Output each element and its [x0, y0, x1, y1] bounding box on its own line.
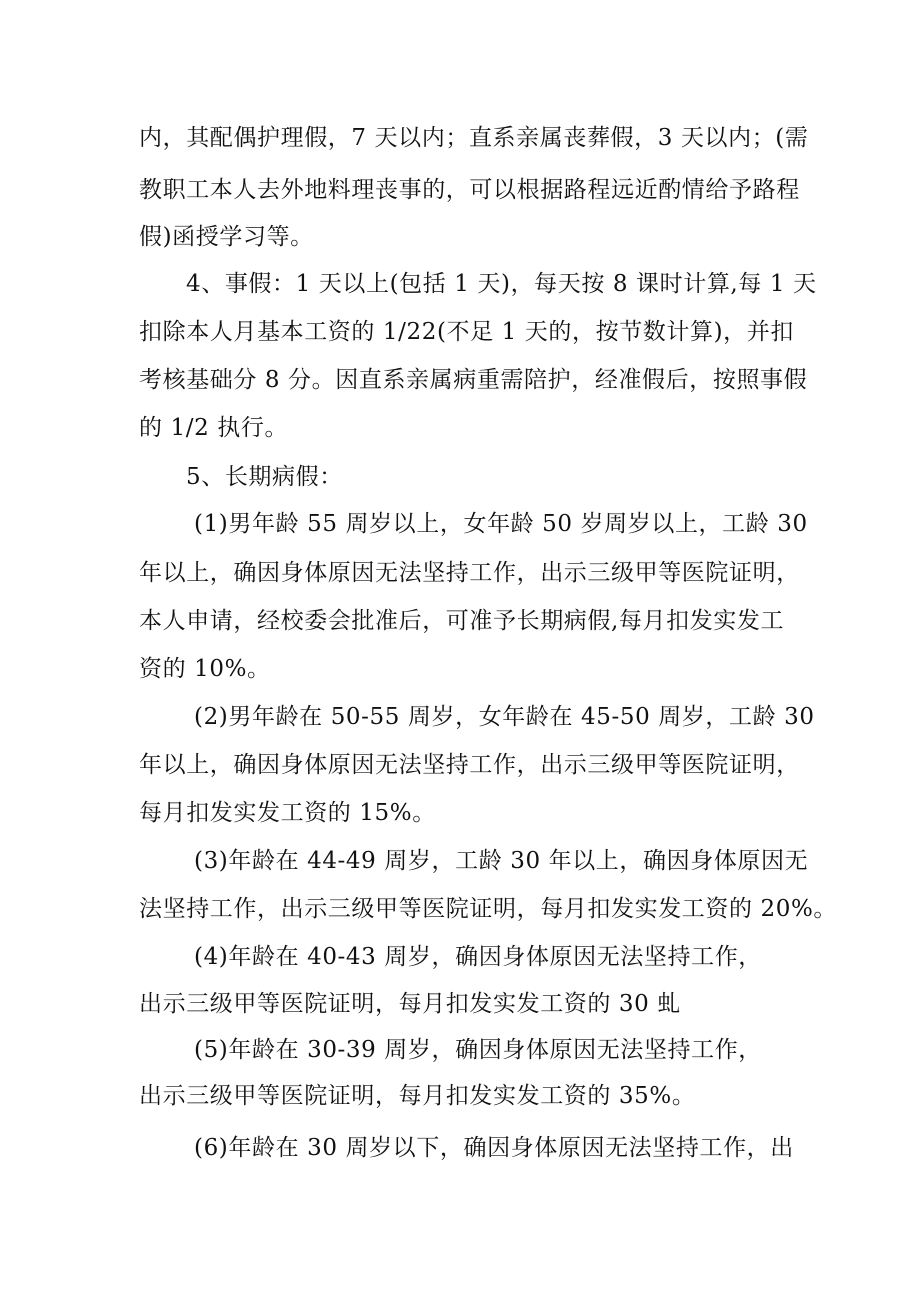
text-line: (4)年龄在 40-43 周岁，确因身体原因无法坚持工作，	[194, 944, 762, 970]
text-line: 年以上，确因身体原因无法坚持工作，出示三级甲等医院证明，	[139, 560, 800, 586]
text-line: (5)年龄在 30-39 周岁，确因身体原因无法坚持工作，	[194, 1037, 762, 1063]
text-line: 教职工本人去外地料理丧事的，可以根据路程远近酌情给予路程	[139, 177, 800, 203]
text-line: (3)年龄在 44-49 周岁，工龄 30 年以上，确因身体原因无	[194, 848, 809, 874]
text-line: 扣除本人月基本工资的 1/22(不足 1 天的，按节数计算)，并扣	[139, 319, 794, 345]
text-line: 内，其配偶护理假，7 天以内；直系亲属丧葬假，3 天以内；(需	[139, 125, 809, 151]
text-line: 的 1/2 执行。	[139, 415, 289, 441]
text-line: 年以上，确因身体原因无法坚持工作，出示三级甲等医院证明，	[139, 752, 800, 778]
text-line: 每月扣发实发工资的 15%。	[139, 800, 436, 826]
text-line: (2)男年龄在 50-55 周岁，女年龄在 45-50 周岁，工龄 30	[194, 704, 815, 730]
text-line: 出示三级甲等医院证明，每月扣发实发工资的 30 虬	[139, 991, 681, 1017]
text-line: 考核基础分 8 分。因直系亲属病重需陪护，经准假后，按照事假	[139, 367, 808, 393]
text-line: (1)男年龄 55 周岁以上，女年龄 50 岁周岁以上，工龄 30	[194, 511, 808, 537]
text-line: 假)函授学习等。	[139, 224, 314, 250]
text-line: 4、事假：1 天以上(包括 1 天)，每天按 8 课时计算,每 1 天	[186, 271, 817, 297]
text-line: 5、长期病假：	[186, 464, 343, 490]
text-line: 本人申请，经校委会批准后，可准予长期病假,每月扣发实发工	[139, 608, 785, 634]
text-line: 法坚持工作，出示三级甲等医院证明，每月扣发实发工资的 20%。	[139, 896, 838, 922]
text-line: 资的 10%。	[139, 656, 271, 682]
text-line: (6)年龄在 30 周岁以下，确因身体原因无法坚持工作，出	[194, 1135, 794, 1161]
text-line: 出示三级甲等医院证明，每月扣发实发工资的 35%。	[139, 1083, 696, 1109]
